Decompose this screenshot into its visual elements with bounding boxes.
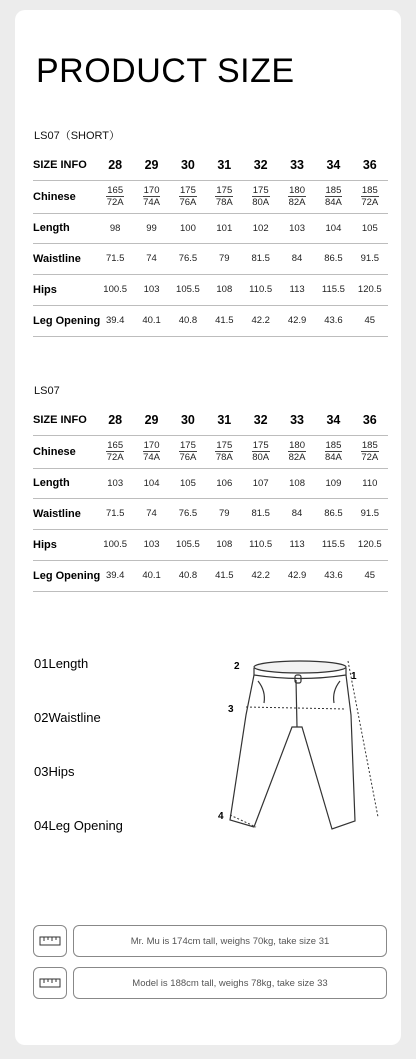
waist-code: 76A — [179, 197, 197, 208]
size-fraction — [143, 440, 161, 463]
value-cell: 115.5 — [315, 274, 351, 305]
size-fraction — [361, 440, 379, 463]
chinese-size-cell — [243, 180, 279, 213]
size-header-cell: 29 — [133, 150, 169, 180]
table-title-short: LS07（SHORT） — [34, 130, 120, 142]
size-table-short — [33, 150, 388, 337]
pants-outline — [230, 661, 355, 829]
value-cell: 42.9 — [279, 305, 315, 336]
size-header-cell: 34 — [315, 405, 351, 435]
size-header-cell: 28 — [97, 405, 133, 435]
value-cell: 43.6 — [315, 305, 351, 336]
value-cell: 103 — [133, 274, 169, 305]
table-header-row — [33, 405, 388, 435]
value-cell: 107 — [243, 468, 279, 498]
value-cell: 104 — [133, 468, 169, 498]
chinese-size-cell — [97, 180, 133, 213]
size-header-cell: 32 — [243, 150, 279, 180]
value-cell: 103 — [279, 213, 315, 243]
height-value: 175 — [216, 185, 233, 196]
chinese-size-cell — [279, 180, 315, 213]
value-cell: 106 — [206, 468, 242, 498]
table-header-row — [33, 150, 388, 180]
page-title: PRODUCT SIZE — [36, 52, 295, 90]
height-value: 165 — [107, 185, 124, 196]
height-value: 180 — [289, 185, 305, 196]
table-title-regular: LS07 — [34, 385, 60, 397]
note-text-1: Mr. Mu is 174cm tall, weighs 70kg, take size 31 — [73, 925, 387, 957]
chinese-size-cell — [133, 180, 169, 213]
marker-4: 4 — [218, 811, 224, 822]
value-cell: 41.5 — [206, 560, 242, 591]
size-fraction — [252, 440, 270, 463]
value-cell: 100 — [170, 213, 206, 243]
value-cell: 45 — [352, 560, 388, 591]
size-header-cell: 31 — [206, 150, 242, 180]
value-cell: 40.8 — [170, 560, 206, 591]
row-label: Hips — [33, 529, 97, 560]
value-cell: 39.4 — [97, 560, 133, 591]
value-cell: 40.1 — [133, 560, 169, 591]
legend-length: 01Length — [34, 656, 89, 671]
size-fraction — [215, 185, 233, 208]
size-fraction — [106, 440, 124, 463]
value-cell: 42.9 — [279, 560, 315, 591]
waist-code: 74A — [143, 452, 160, 463]
value-cell: 86.5 — [315, 498, 351, 529]
size-header-cell: 36 — [352, 150, 388, 180]
chinese-size-cell — [315, 435, 351, 468]
value-cell: 98 — [97, 213, 133, 243]
table-row — [33, 180, 388, 213]
value-cell: 120.5 — [352, 529, 388, 560]
waist-code: 78A — [215, 452, 233, 463]
value-cell: 108 — [206, 529, 242, 560]
pants-diagram — [218, 655, 388, 840]
value-cell: 105.5 — [170, 274, 206, 305]
height-value: 175 — [180, 440, 196, 451]
height-value: 185 — [325, 185, 342, 196]
legend-waistline: 02Waistline — [34, 710, 101, 725]
waist-code: 72A — [106, 197, 124, 208]
height-value: 175 — [216, 440, 233, 451]
value-cell: 108 — [206, 274, 242, 305]
value-cell: 102 — [243, 213, 279, 243]
value-cell: 79 — [206, 243, 242, 274]
waist-code: 82A — [288, 452, 306, 463]
table-row — [33, 529, 388, 560]
value-cell: 91.5 — [352, 498, 388, 529]
size-header-cell: 33 — [279, 150, 315, 180]
value-cell: 105 — [170, 468, 206, 498]
row-label: Length — [33, 213, 97, 243]
value-cell: 103 — [97, 468, 133, 498]
size-header-cell: 30 — [170, 150, 206, 180]
row-label: Hips — [33, 274, 97, 305]
waist-code: 82A — [288, 197, 306, 208]
value-cell: 100.5 — [97, 529, 133, 560]
size-fraction — [288, 185, 306, 208]
chinese-size-cell — [352, 435, 388, 468]
size-info-label: SIZE INFO — [33, 405, 97, 435]
height-value: 165 — [107, 440, 124, 451]
value-cell: 105.5 — [170, 529, 206, 560]
waist-code: 74A — [143, 197, 160, 208]
legend-leg-opening: 04Leg Opening — [34, 818, 123, 833]
size-fraction — [252, 185, 270, 208]
value-cell: 100.5 — [97, 274, 133, 305]
note-text-2: Model is 188cm tall, weighs 78kg, take size 33 — [73, 967, 387, 999]
value-cell: 76.5 — [170, 243, 206, 274]
size-fraction — [143, 185, 161, 208]
row-label: Waistline — [33, 498, 97, 529]
legend-hips: 03Hips — [34, 764, 75, 779]
size-header-cell: 32 — [243, 405, 279, 435]
value-cell: 115.5 — [315, 529, 351, 560]
value-cell: 71.5 — [97, 243, 133, 274]
value-cell: 110.5 — [243, 274, 279, 305]
table-row — [33, 305, 388, 336]
size-fraction — [179, 185, 197, 208]
value-cell: 42.2 — [243, 560, 279, 591]
value-cell: 113 — [279, 529, 315, 560]
note-row-2 — [33, 967, 387, 999]
height-value: 175 — [252, 440, 269, 451]
height-value: 185 — [361, 185, 378, 196]
row-label: Length — [33, 468, 97, 498]
value-cell: 84 — [279, 498, 315, 529]
chinese-size-cell — [206, 180, 242, 213]
chinese-size-cell — [279, 435, 315, 468]
size-header-cell: 33 — [279, 405, 315, 435]
value-cell: 81.5 — [243, 243, 279, 274]
row-label: Leg Opening — [33, 560, 97, 591]
chinese-size-cell — [243, 435, 279, 468]
value-cell: 110 — [352, 468, 388, 498]
value-cell: 81.5 — [243, 498, 279, 529]
table-row — [33, 560, 388, 591]
value-cell: 45 — [352, 305, 388, 336]
value-cell: 91.5 — [352, 243, 388, 274]
chinese-size-cell — [133, 435, 169, 468]
chinese-size-cell — [315, 180, 351, 213]
size-header-cell: 28 — [97, 150, 133, 180]
height-value: 185 — [361, 440, 378, 451]
value-cell: 71.5 — [97, 498, 133, 529]
size-header-cell: 29 — [133, 405, 169, 435]
row-label: Chinese — [33, 180, 97, 213]
ruler-icon — [33, 925, 67, 957]
marker-3: 3 — [228, 704, 234, 715]
note-row-1 — [33, 925, 387, 957]
waist-code: 72A — [106, 452, 124, 463]
height-value: 175 — [180, 185, 196, 196]
value-cell: 41.5 — [206, 305, 242, 336]
value-cell: 101 — [206, 213, 242, 243]
table-row — [33, 243, 388, 274]
table-row — [33, 213, 388, 243]
value-cell: 74 — [133, 498, 169, 529]
size-header-cell: 31 — [206, 405, 242, 435]
size-info-label: SIZE INFO — [33, 150, 97, 180]
waist-code: 80A — [252, 452, 270, 463]
value-cell: 104 — [315, 213, 351, 243]
height-value: 180 — [289, 440, 305, 451]
row-label: Chinese — [33, 435, 97, 468]
size-fraction — [288, 440, 306, 463]
chinese-size-cell — [97, 435, 133, 468]
table-row — [33, 435, 388, 468]
size-header-cell: 30 — [170, 405, 206, 435]
value-cell: 40.1 — [133, 305, 169, 336]
height-value: 175 — [252, 185, 269, 196]
chinese-size-cell — [352, 180, 388, 213]
waist-code: 80A — [252, 197, 270, 208]
value-cell: 42.2 — [243, 305, 279, 336]
size-table-regular — [33, 405, 388, 592]
value-cell: 39.4 — [97, 305, 133, 336]
waist-code: 78A — [215, 197, 233, 208]
ruler-icon — [33, 967, 67, 999]
waist-code: 84A — [324, 197, 342, 208]
value-cell: 74 — [133, 243, 169, 274]
waist-code: 72A — [361, 452, 379, 463]
waist-code: 76A — [179, 452, 197, 463]
size-fraction — [215, 440, 233, 463]
value-cell: 76.5 — [170, 498, 206, 529]
height-value: 170 — [143, 185, 160, 196]
table-row — [33, 468, 388, 498]
chinese-size-cell — [170, 180, 206, 213]
value-cell: 110.5 — [243, 529, 279, 560]
value-cell: 84 — [279, 243, 315, 274]
value-cell: 79 — [206, 498, 242, 529]
value-cell: 40.8 — [170, 305, 206, 336]
size-fraction — [179, 440, 197, 463]
size-fraction — [325, 440, 343, 463]
size-header-cell: 36 — [352, 405, 388, 435]
marker-1: 1 — [351, 671, 357, 682]
marker-2: 2 — [234, 661, 240, 672]
value-cell: 108 — [279, 468, 315, 498]
waist-code: 72A — [361, 197, 379, 208]
size-fraction — [325, 185, 343, 208]
size-header-cell: 34 — [315, 150, 351, 180]
row-label: Leg Opening — [33, 305, 97, 336]
value-cell: 99 — [133, 213, 169, 243]
height-value: 185 — [325, 440, 342, 451]
value-cell: 43.6 — [315, 560, 351, 591]
chinese-size-cell — [170, 435, 206, 468]
value-cell: 86.5 — [315, 243, 351, 274]
table-row — [33, 498, 388, 529]
chinese-size-cell — [206, 435, 242, 468]
table-row — [33, 274, 388, 305]
value-cell: 113 — [279, 274, 315, 305]
row-label: Waistline — [33, 243, 97, 274]
size-fraction — [361, 185, 379, 208]
height-value: 170 — [143, 440, 160, 451]
value-cell: 120.5 — [352, 274, 388, 305]
value-cell: 105 — [352, 213, 388, 243]
value-cell: 103 — [133, 529, 169, 560]
value-cell: 109 — [315, 468, 351, 498]
waist-code: 84A — [324, 452, 342, 463]
size-fraction — [106, 185, 124, 208]
